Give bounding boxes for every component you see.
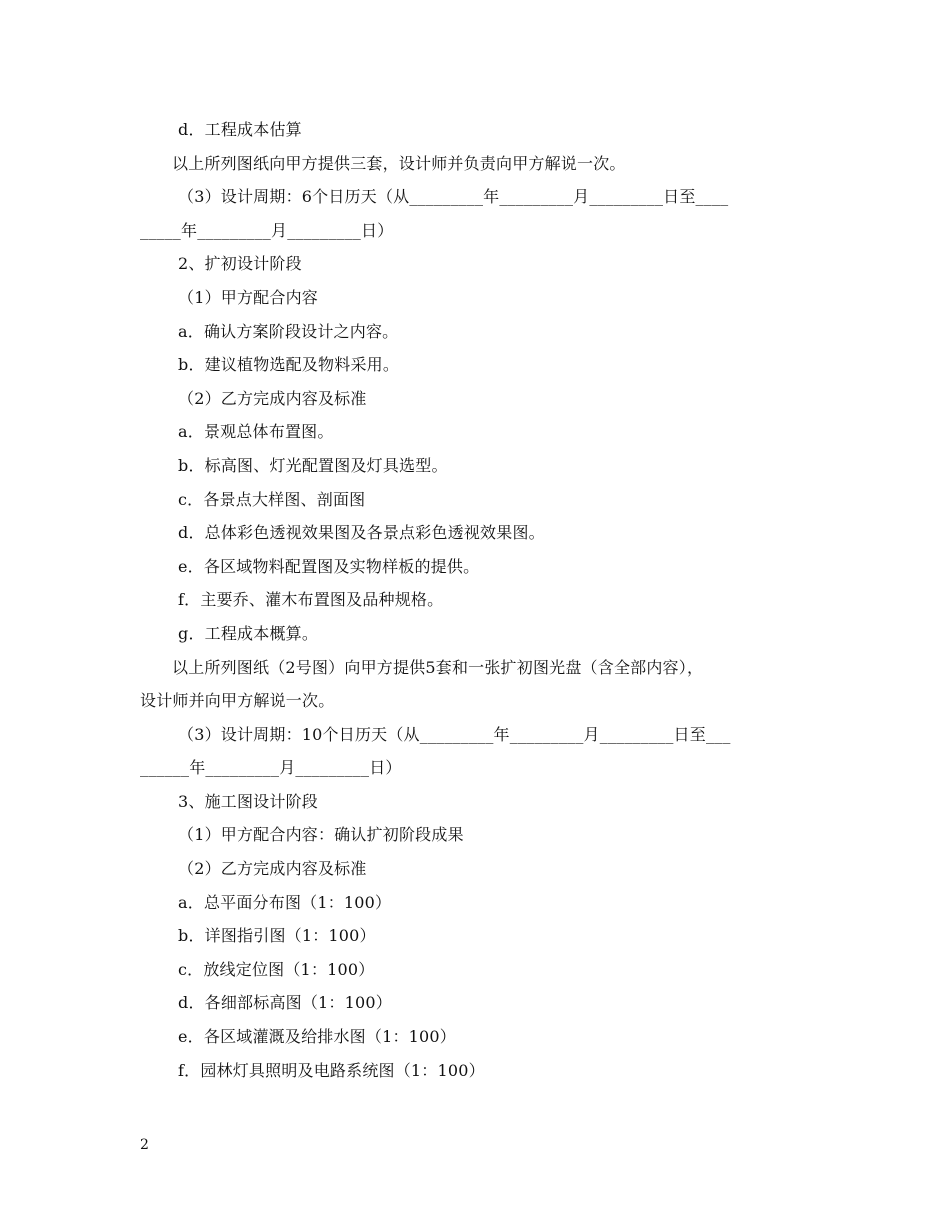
text-line: b．标高图、灯光配置图及灯具选型。 [178,455,448,475]
text-line: a．总平面分布图（1：100） [178,892,392,912]
text-line: （3）设计周期：10个日历天（从_________年_________月_________日至___ [178,724,731,744]
text-line: f．园林灯具照明及电路系统图（1：100） [178,1060,485,1080]
text-line: 设计师并向甲方解说一次。 [140,691,335,711]
text-line: b．详图指引图（1：100） [178,926,376,946]
text-line: （2）乙方完成内容及标准 [178,388,367,408]
text-line: c．各景点大样图、剖面图 [178,489,366,509]
page-number: 2 [140,1137,149,1153]
text-line: c．放线定位图（1：100） [178,959,375,979]
text-line: g．工程成本概算。 [178,623,319,643]
text-line: _____年_________月_________日） [140,220,394,240]
text-line: 以上所列图纸向甲方提供三套，设计师并负责向甲方解说一次。 [172,153,626,173]
text-line: e．各区域灌溉及给排水图（1：100） [178,1027,456,1047]
text-line: 以上所列图纸（2号图）向甲方提供5套和一张扩初图光盘（含全部内容）， [172,657,704,677]
document-body [140,113,812,1087]
text-line: （1）甲方配合内容 [178,287,318,307]
section-heading: 2、扩初设计阶段 [178,254,302,274]
text-line: a．确认方案阶段设计之内容。 [178,321,399,341]
text-line: （3）设计周期：6个日历天（从_________年_________月_________日至____ [178,187,729,207]
section-heading: 3、施工图设计阶段 [178,791,318,811]
text-line: f．主要乔、灌木布置图及品种规格。 [178,590,444,610]
text-line: d．总体彩色透视效果图及各景点彩色透视效果图。 [178,523,545,543]
text-line: （2）乙方完成内容及标准 [178,859,367,879]
text-line: ______年_________月_________日） [140,758,402,778]
text-line: d．工程成本估算 [178,120,302,139]
text-line: a．景观总体布置图。 [178,422,334,442]
text-line: e．各区域物料配置图及实物样板的提供。 [178,556,480,576]
text-line: d．各细部标高图（1：100） [178,993,392,1013]
text-line: （1）甲方配合内容：确认扩初阶段成果 [178,825,464,845]
text-line: b．建议植物选配及物料采用。 [178,355,400,375]
